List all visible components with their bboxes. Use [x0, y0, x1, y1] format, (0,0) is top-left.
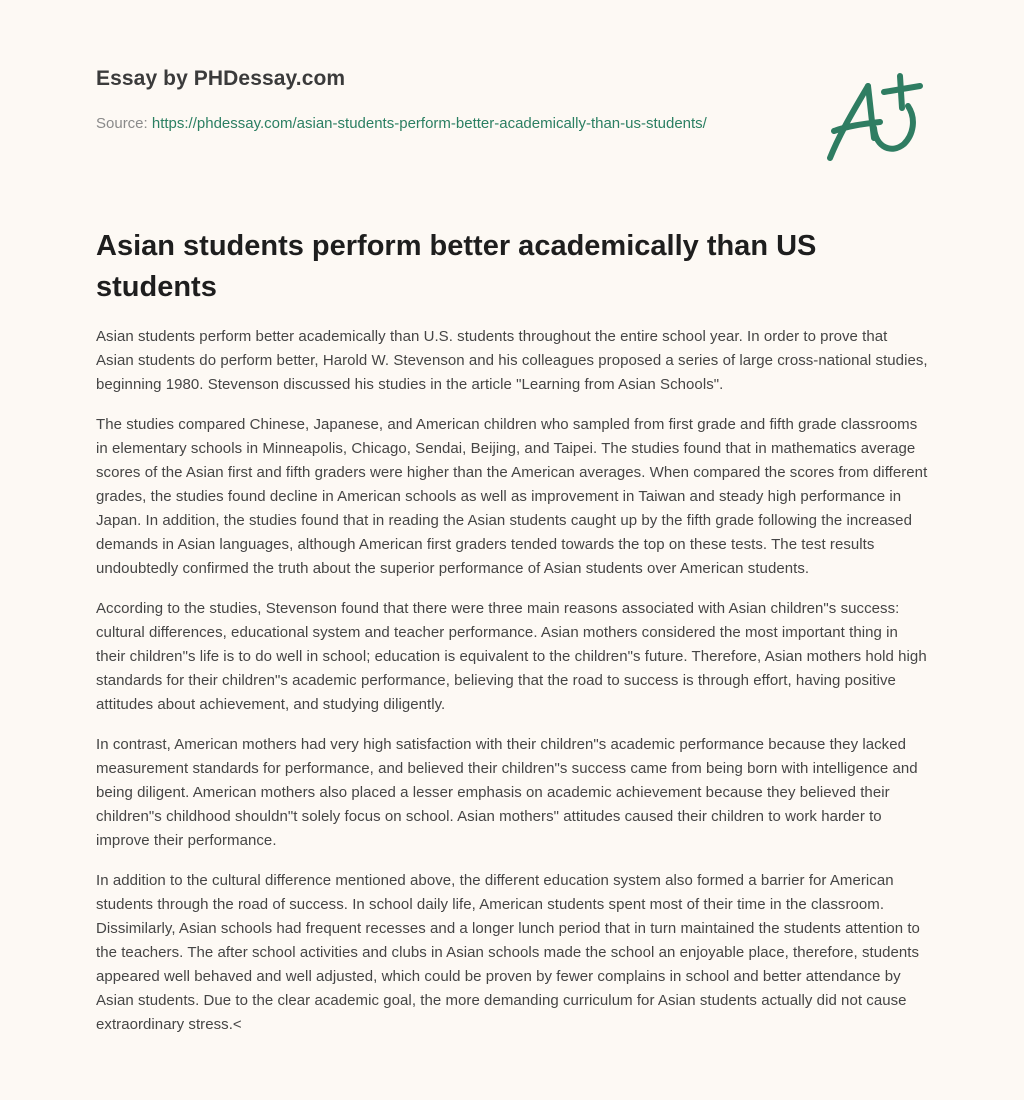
article-paragraph: In contrast, American mothers had very high satisfaction with their children"s academic performance because they lacked measurement standards for performance, and believed their children"s success came from being born with intelligence and being diligent. American mothers also placed a lesser emphasis on academic achievement because they believed their children"s childhood shouldn"t solely focus on school. Asian mothers" attitudes caused their children to work harder to improve their performance.: [96, 736, 918, 849]
site-brand: Essay by PHDessay.com: [96, 67, 346, 90]
page-header: [96, 64, 756, 136]
article-paragraph: According to the studies, Stevenson found that there were three main reasons associated with Asian children"s success: cultural differences, educational system and teacher performance. Asian mothers considered the most important thing in their children"s life is to do well in school; education is equivalent to the children"s future. Therefore, Asian mothers hold high standards for their children"s academic performance, believing that the road to success is through effort, having positive attitudes about achievement, and studying diligently.: [96, 600, 927, 713]
article-body: [96, 325, 928, 1053]
source-line: [96, 112, 756, 136]
source-link[interactable]: https://phdessay.com/asian-students-perform-better-academically-than-us-students/: [151, 115, 707, 132]
a-plus-grade-icon: [820, 68, 930, 168]
source-label: Source:: [96, 115, 152, 132]
article-paragraph: In addition to the cultural difference mentioned above, the different education system also formed a barrier for American students through the road of success. In school daily life, American students spent most of their time in the classroom. Dissimilarly, Asian schools had frequent recesses and a longer lunch period that in turn maintained the students attention to the teachers. The after school activities and clubs in Asian schools made the school an enjoyable place, therefore, students appeared well behaved and well adjusted, which could be proven by fewer complains in school and better attendance by Asian students. Due to the clear academic goal, the more demanding curriculum for Asian students actually did not cause extraordinary stress.<: [96, 872, 920, 1033]
article-paragraph: The studies compared Chinese, Japanese, and American children who sampled from first grade and fifth grade classrooms in elementary schools in Minneapolis, Chicago, Sendai, Beijing, and Taipei. The studies found that in mathematics average scores of the Asian first and fifth graders were higher than the American averages. When compared the scores from different grades, the studies found decline in American schools as well as improvement in Taiwan and steady high performance in Japan. In addition, the studies found that in reading the Asian students caught up by the fifth grade following the increased demands in Asian languages, although American first graders tended towards the top on these tests. The test results undoubtedly confirmed the truth about the superior performance of Asian students over American students.: [96, 416, 928, 577]
article-title: Asian students perform better academically than US students: [96, 230, 817, 303]
article-paragraph: Asian students perform better academically than U.S. students throughout the entire school year. In order to prove that Asian students do perform better, Harold W. Stevenson and his colleagues proposed a series of large cross-national studies, beginning 1980. Stevenson discussed his studies in the article "Learning from Asian Schools".: [96, 328, 928, 393]
